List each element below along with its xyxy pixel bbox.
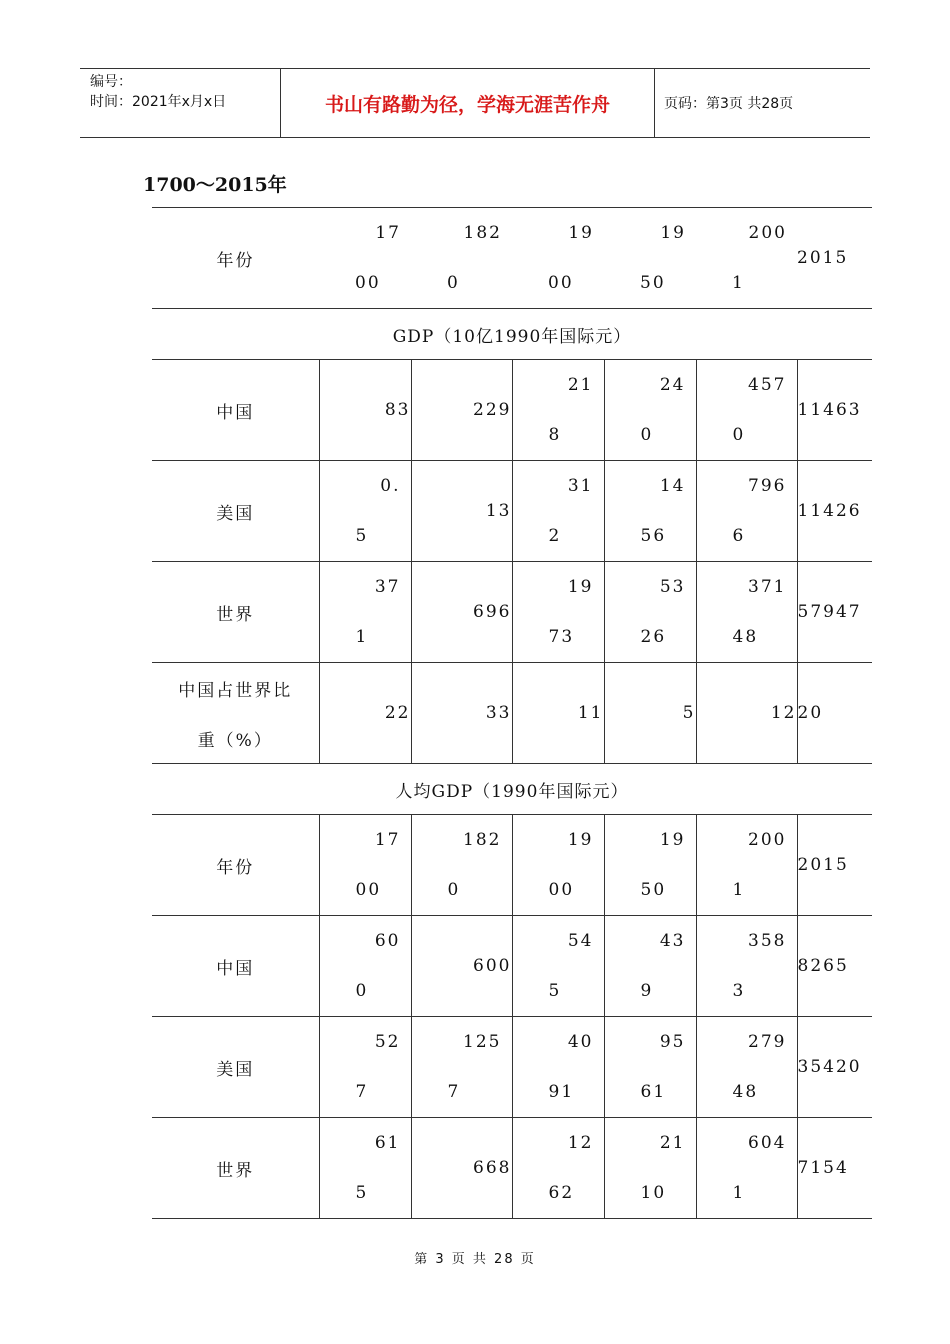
table-cell — [604, 562, 696, 663]
cell-bottom: 0 — [640, 425, 654, 445]
table-cell: 668 — [411, 1118, 512, 1219]
cell-top: 17 — [375, 223, 401, 243]
header-page-info: 页码：第3页 共28页 — [664, 96, 794, 112]
cell-top: 457 — [748, 375, 787, 395]
table-row — [152, 1118, 872, 1219]
table-cell: 600 — [411, 916, 512, 1017]
cell-top: 21 — [659, 1133, 686, 1153]
cell-bottom: 1 — [732, 880, 746, 900]
table-cell-2015: 7154 — [797, 1118, 872, 1219]
cell-top: 604 — [748, 1133, 787, 1153]
table-cell — [319, 1118, 411, 1219]
table-cell: 229 — [411, 360, 512, 461]
row-label — [152, 663, 319, 764]
table-cell — [696, 360, 797, 461]
cell-bottom: 50 — [640, 273, 666, 293]
table-row — [152, 916, 872, 1017]
table-cell — [319, 815, 411, 916]
table-cell — [512, 1118, 604, 1219]
table-cell — [512, 562, 604, 663]
table-cell — [512, 815, 604, 916]
table-row — [152, 360, 872, 461]
year-row — [152, 208, 872, 309]
cell-bottom: 73 — [548, 627, 575, 647]
table-cell — [319, 208, 411, 309]
cell-top: 19 — [660, 223, 686, 243]
table-cell: 22 — [319, 663, 411, 764]
table-cell — [696, 562, 797, 663]
table-cell — [512, 208, 604, 309]
cell-bottom: 48 — [732, 1082, 759, 1102]
cell-bottom: 3 — [732, 981, 746, 1001]
table-cell — [604, 916, 696, 1017]
table-cell-2015: 11426 — [797, 461, 872, 562]
table-cell — [319, 562, 411, 663]
table-cell — [696, 208, 797, 309]
table-cell — [604, 360, 696, 461]
cell-top: 358 — [748, 931, 787, 951]
cell-bottom: 48 — [732, 627, 759, 647]
cell-bottom: 0 — [447, 880, 461, 900]
table-cell — [319, 1017, 411, 1118]
cell-top: 17 — [374, 830, 401, 850]
table-cell — [512, 360, 604, 461]
header-slogan: 书山有路勤为径，学海无涯苦作舟 — [281, 69, 655, 137]
cell-bottom: 1 — [732, 273, 745, 293]
cell-bottom: 5 — [548, 981, 562, 1001]
cell-bottom: 61 — [640, 1082, 667, 1102]
share-label-bottom: 重（%） — [197, 730, 273, 751]
table-cell — [696, 1017, 797, 1118]
cell-bottom: 1 — [355, 627, 369, 647]
row-label: 年份 — [152, 815, 319, 916]
table-cell — [604, 1017, 696, 1118]
cell-top: 12 — [567, 1133, 594, 1153]
row-label: 中国 — [152, 916, 319, 1017]
table-cell — [604, 461, 696, 562]
row-label: 世界 — [152, 1118, 319, 1219]
cell-top: 279 — [748, 1032, 787, 1052]
cell-bottom: 9 — [640, 981, 654, 1001]
table-cell — [512, 461, 604, 562]
cell-top: 31 — [567, 476, 594, 496]
cell-top: 14 — [659, 476, 686, 496]
cell-bottom: 00 — [548, 273, 574, 293]
cell-top: 40 — [567, 1032, 594, 1052]
cell-top: 371 — [748, 577, 787, 597]
table-cell-2015: 20 — [797, 663, 872, 764]
cell-bottom: 5 — [355, 1183, 369, 1203]
cell-bottom: 00 — [355, 273, 381, 293]
cell-top: 796 — [748, 476, 787, 496]
gdp-heading — [152, 309, 872, 360]
cell-top: 21 — [567, 375, 594, 395]
cell-top: 37 — [374, 577, 401, 597]
cell-bottom: 7 — [355, 1082, 369, 1102]
cell-top: 200 — [748, 223, 787, 243]
cell-top: 19 — [568, 223, 594, 243]
table-cell: 11 — [512, 663, 604, 764]
cell-bottom: 8 — [548, 425, 562, 445]
cell-bottom: 50 — [640, 880, 667, 900]
table-cell — [696, 815, 797, 916]
cell-bottom: 1 — [732, 1183, 746, 1203]
cell-top: 0. — [380, 476, 401, 496]
page-footer: 第 3 页 共 28 页 — [414, 1252, 536, 1267]
table-cell — [512, 1017, 604, 1118]
table-row — [152, 1017, 872, 1118]
table-cell — [319, 916, 411, 1017]
cell-top: 43 — [659, 931, 686, 951]
cell-bottom: 00 — [548, 880, 575, 900]
cell-bottom: 10 — [640, 1183, 667, 1203]
row-label: 年份 — [152, 208, 319, 309]
cell-top: 60 — [374, 931, 401, 951]
table-cell-2015: 2015 — [797, 208, 872, 309]
cell-top: 125 — [463, 1032, 502, 1052]
number-label: 编号： — [90, 74, 132, 90]
cell-top: 53 — [659, 577, 686, 597]
table-cell-2015: 8265 — [797, 916, 872, 1017]
cell-top: 182 — [463, 223, 502, 243]
cell-bottom: 0 — [355, 981, 369, 1001]
row-label: 世界 — [152, 562, 319, 663]
cell-bottom: 00 — [355, 880, 382, 900]
table-cell — [411, 1017, 512, 1118]
gdp-table — [152, 207, 872, 1219]
cell-top: 52 — [374, 1032, 401, 1052]
cell-top: 24 — [659, 375, 686, 395]
share-row — [152, 663, 872, 764]
cell-bottom: 0 — [732, 425, 746, 445]
per-capita-heading — [152, 764, 872, 815]
table-cell — [319, 461, 411, 562]
table-cell-2015: 11463 — [797, 360, 872, 461]
table-cell: 33 — [411, 663, 512, 764]
cell-bottom: 56 — [640, 526, 667, 546]
row-label: 美国 — [152, 1017, 319, 1118]
table-cell — [604, 1118, 696, 1219]
cell-bottom: 2 — [548, 526, 562, 546]
cell-top: 200 — [748, 830, 787, 850]
table-cell — [604, 208, 696, 309]
table-cell-2015: 35420 — [797, 1017, 872, 1118]
table-cell-2015: 57947 — [797, 562, 872, 663]
cell-top: 19 — [659, 830, 686, 850]
gdp-heading-text: GDP（10亿1990年国际元） — [152, 309, 872, 360]
cell-top: 54 — [567, 931, 594, 951]
table-cell-2015: 2015 — [797, 815, 872, 916]
cell-bottom: 26 — [640, 627, 667, 647]
table-cell: 696 — [411, 562, 512, 663]
row-label: 美国 — [152, 461, 319, 562]
time-label: 时间：2021年x月x日 — [90, 94, 227, 110]
table-row — [152, 562, 872, 663]
table-cell — [696, 461, 797, 562]
cell-top: 19 — [567, 577, 594, 597]
cell-top: 182 — [463, 830, 502, 850]
share-label-top: 中国占世界比 — [178, 680, 293, 701]
year-row — [152, 815, 872, 916]
table-row — [152, 461, 872, 562]
cell-bottom: 0 — [447, 273, 460, 293]
cell-bottom: 6 — [732, 526, 746, 546]
page-header — [80, 68, 870, 138]
table-cell — [604, 815, 696, 916]
section-title: 1700～2015年 — [143, 174, 287, 196]
table-cell — [411, 815, 512, 916]
table-cell: 12 — [696, 663, 797, 764]
table-cell — [696, 1118, 797, 1219]
header-meta — [80, 69, 281, 137]
table-cell: 5 — [604, 663, 696, 764]
row-label: 中国 — [152, 360, 319, 461]
cell-top: 19 — [567, 830, 594, 850]
table-cell — [512, 916, 604, 1017]
table-cell: 83 — [319, 360, 411, 461]
table-cell — [411, 208, 512, 309]
per-capita-heading-text: 人均GDP（1990年国际元） — [152, 764, 872, 815]
cell-top: 61 — [374, 1133, 401, 1153]
table-cell — [696, 916, 797, 1017]
cell-top: 95 — [659, 1032, 686, 1052]
cell-bottom: 7 — [447, 1082, 461, 1102]
table-cell: 13 — [411, 461, 512, 562]
cell-bottom: 91 — [548, 1082, 575, 1102]
cell-bottom: 5 — [355, 526, 369, 546]
cell-bottom: 62 — [548, 1183, 575, 1203]
